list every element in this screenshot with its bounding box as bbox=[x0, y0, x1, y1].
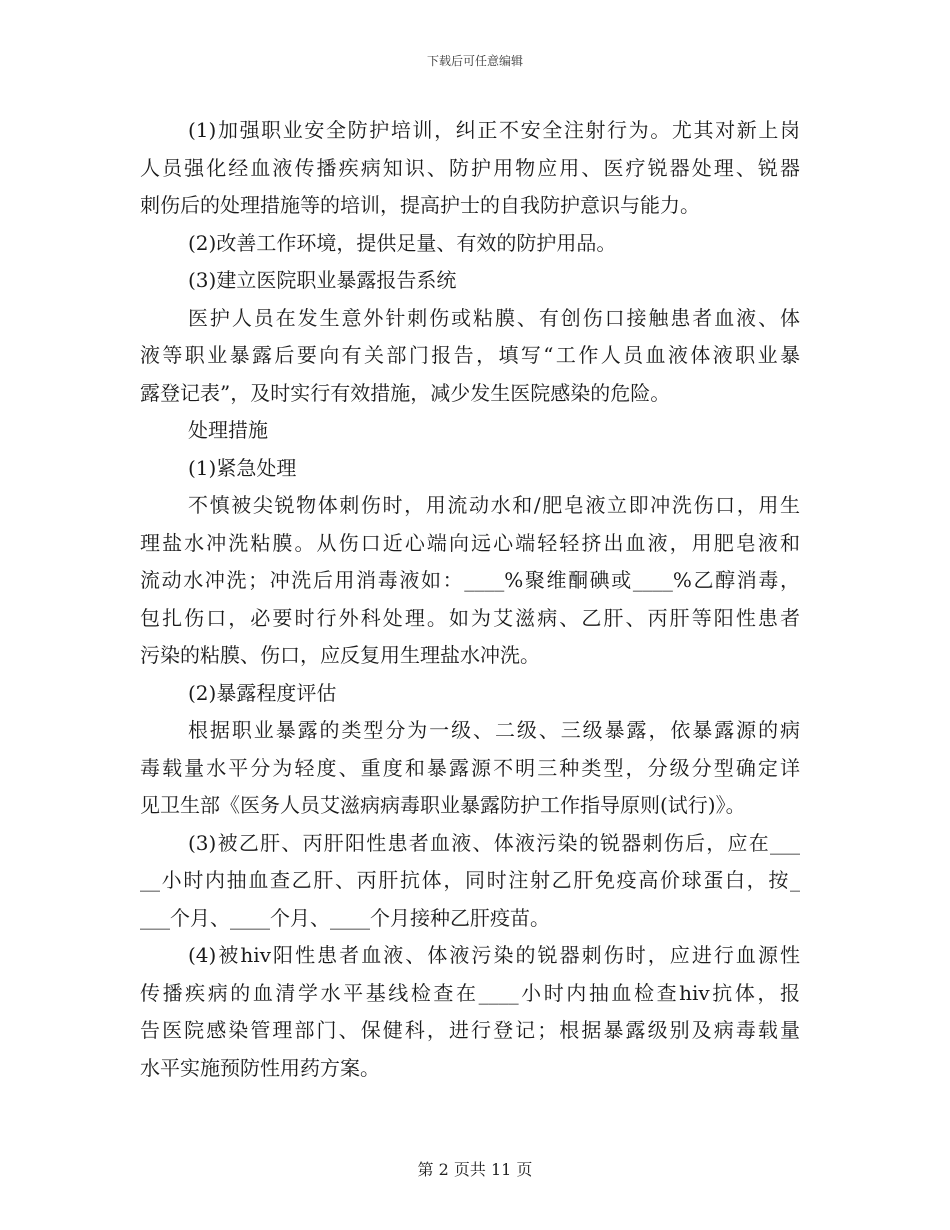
text-line: (2)暴露程度评估 bbox=[188, 680, 337, 705]
text-line: __小时内抽血查乙肝、丙肝抗体，同时注射乙肝免疫高价球蛋白，按_ bbox=[140, 868, 800, 892]
text-line: 理盐水冲洗粘膜。从伤口近心端向远心端轻轻挤出血液，用肥皂液和 bbox=[140, 530, 800, 555]
text-line: 刺伤后的处理措施等的培训，提高护士的自我防护意识与能力。 bbox=[140, 193, 700, 217]
text-line: (1)紧急处理 bbox=[188, 455, 297, 480]
text-line: 医护人员在发生意外针刺伤或粘膜、有创伤口接触患者血液、体 bbox=[188, 305, 800, 330]
text-line: (4)被hiv阳性患者血液、体液污染的锐器刺伤时，应进行血源性 bbox=[188, 943, 800, 967]
text-line: (3)被乙肝、丙肝阳性患者血液、体液污染的锐器刺伤后，应在___ bbox=[188, 830, 800, 855]
document-body bbox=[140, 112, 800, 1087]
text-line: 毒载量水平分为轻度、重度和暴露源不明三种类型，分级分型确定详 bbox=[140, 755, 800, 780]
text-line: (3)建立医院职业暴露报告系统 bbox=[188, 268, 457, 292]
text-line: 包扎伤口，必要时行外科处理。如为艾滋病、乙肝、丙肝等阳性患者 bbox=[140, 605, 800, 630]
paragraph-p11 bbox=[140, 937, 800, 1087]
text-line: 根据职业暴露的类型分为一级、二级、三级暴露，依暴露源的病 bbox=[188, 718, 800, 742]
paragraph-p7 bbox=[140, 487, 800, 675]
text-line: (2)改善工作环境，提供足量、有效的防护用品。 bbox=[188, 230, 617, 255]
text-line: 不慎被尖锐物体刺伤时，用流动水和/肥皂液立即冲洗伤口，用生 bbox=[188, 493, 800, 517]
paragraph-p6 bbox=[140, 450, 800, 488]
text-line: 水平实施预防性用药方案。 bbox=[140, 1055, 380, 1080]
text-line: 液等职业暴露后要向有关部门报告，填写“工作人员血液体液职业暴 bbox=[140, 343, 800, 367]
text-line: 传播疾病的血清学水平基线检查在____小时内抽血检查hiv抗体，报 bbox=[140, 980, 800, 1005]
paragraph-p4 bbox=[140, 300, 800, 413]
text-line: 露登记表”，及时实行有效措施，减少发生医院感染的危险。 bbox=[140, 380, 671, 405]
paragraph-p9 bbox=[140, 712, 800, 825]
text-line: 污染的粘膜、伤口，应反复用生理盐水冲洗。 bbox=[140, 643, 540, 667]
text-line: 流动水冲洗；冲洗后用消毒液如：____%聚维酮碘或____%乙醇消毒， bbox=[140, 568, 800, 592]
text-line: ___个月、____个月、____个月接种乙肝疫苗。 bbox=[140, 905, 550, 930]
paragraph-p3 bbox=[140, 262, 800, 300]
paragraph-p1 bbox=[140, 112, 800, 225]
text-line: 见卫生部《医务人员艾滋病病毒职业暴露防护工作指导原则(试行)》。 bbox=[140, 793, 746, 817]
text-line: (1)加强职业安全防护培训，纠正不安全注射行为。尤其对新上岗 bbox=[188, 118, 800, 142]
text-line: 处理措施 bbox=[188, 418, 268, 442]
page-header: 下载后可任意编辑 bbox=[426, 54, 523, 68]
page-footer: 第 2 页共 11 页 bbox=[417, 1160, 533, 1179]
paragraph-p8 bbox=[140, 675, 800, 713]
text-line: 人员强化经血液传播疾病知识、防护用物应用、医疗锐器处理、锐器 bbox=[140, 155, 800, 180]
text-line: 告医院感染管理部门、保健科，进行登记；根据暴露级别及病毒载量 bbox=[140, 1018, 800, 1042]
paragraph-p5 bbox=[140, 412, 800, 450]
paragraph-p2 bbox=[140, 225, 800, 263]
paragraph-p10 bbox=[140, 825, 800, 938]
